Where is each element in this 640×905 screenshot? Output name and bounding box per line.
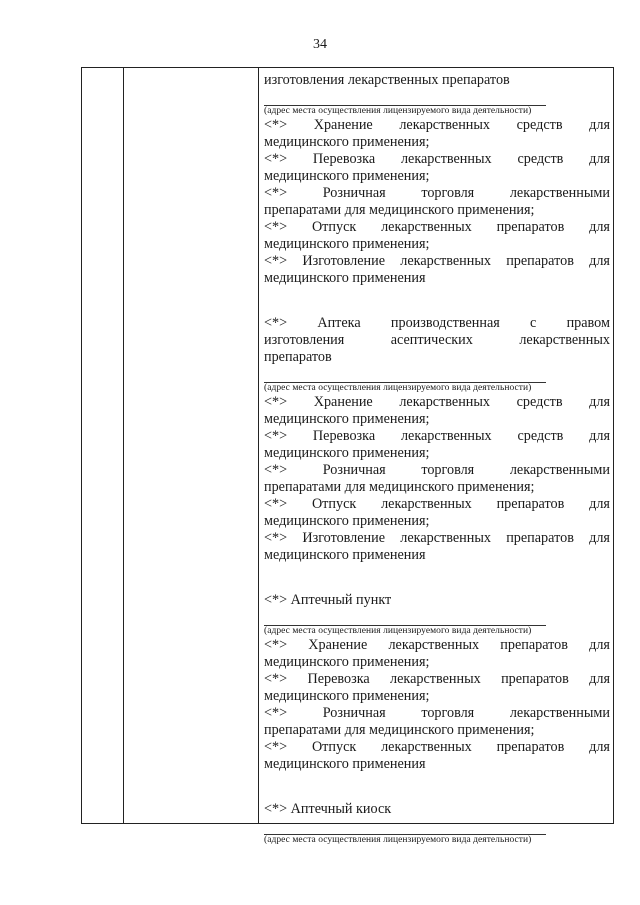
word: лекарственных	[390, 671, 481, 687]
justified-line	[264, 705, 610, 722]
word: лекарственных	[519, 332, 610, 348]
list-item	[264, 117, 610, 151]
word: Розничная	[322, 185, 386, 201]
justified-line	[264, 671, 610, 688]
word: торговля	[421, 185, 475, 201]
list-item	[264, 219, 610, 253]
activity-block	[264, 592, 610, 801]
spacer	[264, 564, 610, 592]
word: средств	[516, 394, 563, 410]
list-marker: <*>	[264, 185, 288, 201]
word: производственная	[390, 315, 500, 331]
word: лекарственными	[509, 705, 610, 721]
spacer	[264, 89, 610, 105]
list-marker: <*>	[264, 592, 288, 608]
word: Хранение	[308, 637, 368, 653]
word: Перевозка	[312, 428, 376, 444]
word: препаратов	[496, 739, 565, 755]
activity-block	[264, 801, 610, 846]
word: Аптека	[317, 315, 361, 331]
word: препаратов	[506, 530, 574, 546]
word: препаратов	[506, 253, 574, 269]
item-continuation: медицинского применения	[264, 547, 426, 563]
heading-text: Аптечный пункт	[290, 592, 392, 608]
table-column-divider	[258, 67, 259, 824]
item-continuation: медицинского применения;	[264, 411, 430, 427]
list-marker: <*>	[264, 801, 288, 817]
item-continuation: медицинского применения	[264, 756, 426, 772]
item-continuation: медицинского применения;	[264, 688, 430, 704]
list-item	[264, 739, 610, 773]
list-item	[264, 671, 610, 705]
item-continuation: препаратами для медицинского применения;	[264, 479, 535, 495]
word: Хранение	[313, 117, 373, 133]
heading-text: Аптечный киоск	[290, 801, 392, 817]
list-item	[264, 530, 610, 564]
word: Изготовление	[302, 253, 386, 269]
activity-block	[264, 315, 610, 592]
block-heading-tail: препаратов	[264, 349, 332, 365]
justified-line	[264, 496, 610, 513]
word: Изготовление	[302, 530, 386, 546]
word: препаратов	[496, 496, 565, 512]
justified-line	[264, 530, 610, 547]
word: Перевозка	[307, 671, 370, 687]
word: препаратов	[496, 219, 565, 235]
justified-line	[264, 462, 610, 479]
spacer	[264, 609, 610, 625]
word: с	[530, 315, 537, 331]
justified-line	[264, 739, 610, 756]
activity-block	[264, 72, 610, 315]
word: Отпуск	[311, 219, 357, 235]
page-number: 34	[313, 37, 327, 52]
justified-line	[264, 332, 610, 349]
list-marker: <*>	[264, 671, 288, 687]
word: изготовления	[264, 332, 345, 348]
table-column-divider	[123, 67, 124, 824]
word: для	[589, 219, 610, 235]
word: торговля	[421, 705, 475, 721]
word: лекарственных	[381, 219, 472, 235]
item-continuation: медицинского применения;	[264, 513, 430, 529]
address-caption: (адрес места осуществления лицензируемого вида деятельности)	[264, 626, 532, 636]
list-marker: <*>	[264, 315, 288, 331]
list-item	[264, 496, 610, 530]
justified-line	[264, 315, 610, 332]
word: средств	[516, 117, 563, 133]
item-continuation: медицинского применения;	[264, 236, 430, 252]
block-heading: изготовления лекарственных препаратов	[264, 72, 510, 88]
word: для	[589, 671, 610, 687]
word: Розничная	[322, 705, 386, 721]
word: для	[589, 739, 610, 755]
word: Перевозка	[312, 151, 376, 167]
word: для	[589, 151, 610, 167]
list-marker: <*>	[264, 496, 288, 512]
list-marker: <*>	[264, 394, 288, 410]
list-marker: <*>	[264, 739, 288, 755]
word: лекарственных	[400, 530, 491, 546]
justified-line	[264, 185, 610, 202]
justified-line	[264, 637, 610, 654]
word: Хранение	[313, 394, 373, 410]
word: торговля	[421, 462, 475, 478]
list-marker: <*>	[264, 530, 288, 546]
word: Отпуск	[311, 739, 357, 755]
word: лекарственных	[400, 428, 492, 444]
list-item	[264, 428, 610, 462]
list-marker: <*>	[264, 117, 288, 133]
license-activity-cell	[264, 72, 610, 846]
address-caption: (адрес места осуществления лицензируемого вида деятельности)	[264, 383, 532, 393]
word: лекарственных	[381, 496, 472, 512]
word: правом	[566, 315, 610, 331]
spacer	[264, 773, 610, 801]
word: Отпуск	[311, 496, 357, 512]
list-item	[264, 253, 610, 287]
word: лекарственных	[381, 739, 472, 755]
word: для	[589, 117, 610, 133]
list-item	[264, 151, 610, 185]
word: для	[589, 394, 610, 410]
address-caption: (адрес места осуществления лицензируемого вида деятельности)	[264, 835, 532, 845]
word: лекарственными	[509, 462, 610, 478]
list-marker: <*>	[264, 151, 288, 167]
item-continuation: медицинского применения;	[264, 654, 430, 670]
list-item	[264, 394, 610, 428]
item-continuation: препаратами для медицинского применения;	[264, 202, 535, 218]
word: лекарственных	[388, 637, 480, 653]
list-item	[264, 185, 610, 219]
word: для	[589, 428, 610, 444]
list-marker: <*>	[264, 253, 288, 269]
justified-line	[264, 394, 610, 411]
list-marker: <*>	[264, 705, 288, 721]
word: средств	[517, 428, 564, 444]
word: для	[589, 637, 610, 653]
list-marker: <*>	[264, 219, 288, 235]
list-item	[264, 705, 610, 739]
spacer	[264, 366, 610, 382]
word: для	[589, 496, 610, 512]
item-continuation: медицинского применения;	[264, 134, 430, 150]
word: средств	[517, 151, 564, 167]
item-continuation: препаратами для медицинского применения;	[264, 722, 535, 738]
word: препаратов	[501, 671, 569, 687]
list-marker: <*>	[264, 462, 288, 478]
item-continuation: медицинского применения	[264, 270, 426, 286]
item-continuation: медицинского применения;	[264, 445, 430, 461]
word: для	[589, 253, 610, 269]
word: лекарственных	[399, 117, 491, 133]
word: для	[589, 530, 610, 546]
justified-line	[264, 219, 610, 236]
block-heading	[264, 592, 610, 609]
justified-line	[264, 428, 610, 445]
word: препаратов	[500, 637, 568, 653]
list-marker: <*>	[264, 637, 288, 653]
list-item	[264, 462, 610, 496]
word: асептических	[390, 332, 473, 348]
block-heading	[264, 801, 610, 818]
word: лекарственных	[400, 151, 492, 167]
list-item	[264, 637, 610, 671]
word: лекарственных	[399, 394, 491, 410]
justified-line	[264, 151, 610, 168]
address-caption: (адрес места осуществления лицензируемого вида деятельности)	[264, 106, 532, 116]
word: лекарственных	[400, 253, 491, 269]
word: Розничная	[322, 462, 386, 478]
justified-line	[264, 117, 610, 134]
item-continuation: медицинского применения;	[264, 168, 430, 184]
spacer	[264, 818, 610, 834]
list-marker: <*>	[264, 428, 288, 444]
spacer	[264, 287, 610, 315]
word: лекарственными	[509, 185, 610, 201]
justified-line	[264, 253, 610, 270]
